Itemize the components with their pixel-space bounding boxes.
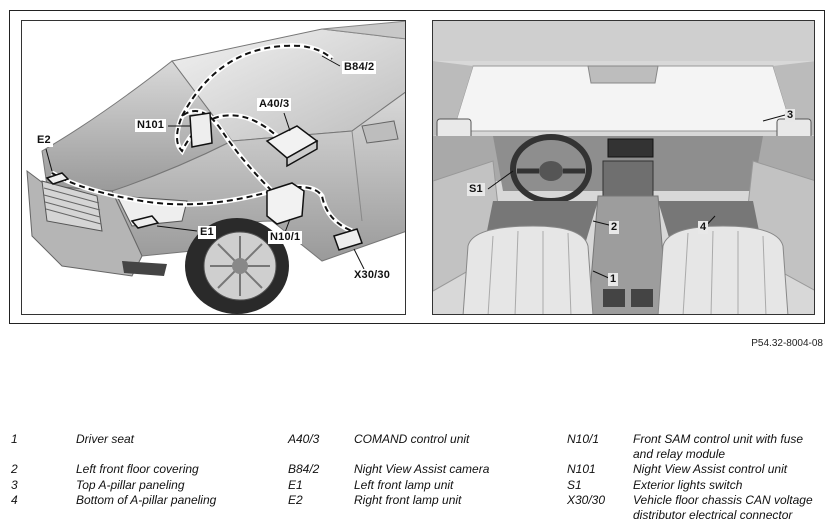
callout-e2: E2: [37, 134, 51, 146]
legend-code: X30/30: [567, 493, 606, 507]
legend-code: 3: [11, 478, 18, 492]
callout-s1: S1: [469, 183, 483, 195]
legend-desc: Vehicle floor chassis CAN voltage: [633, 493, 813, 507]
callout-x30-30: X30/30: [354, 269, 391, 281]
legend-code: B84/2: [288, 462, 320, 476]
legend-code: 4: [11, 493, 18, 507]
legend-desc: Front SAM control unit with fuse: [633, 432, 804, 446]
legend-code: S1: [567, 478, 582, 492]
figure-frame: [9, 10, 825, 324]
legend-code: N101: [567, 462, 596, 476]
exterior-illustration: [21, 20, 406, 315]
legend-code: E1: [288, 478, 303, 492]
callout-n10-1: N10/1: [270, 231, 301, 243]
legend-desc: Night View Assist camera: [354, 462, 490, 476]
legend-desc: Left front lamp unit: [354, 478, 454, 492]
callout-2: 2: [611, 221, 618, 233]
legend-desc: Night View Assist control unit: [633, 462, 788, 476]
callout-4: 4: [700, 221, 707, 233]
legend-desc: Bottom of A-pillar paneling: [76, 493, 217, 507]
callout-3: 3: [787, 109, 794, 121]
interior-drawing: [433, 21, 815, 315]
callout-b84-2: B84/2: [344, 61, 375, 73]
legend-code: 2: [11, 462, 18, 476]
legend-desc: COMAND control unit: [354, 432, 470, 446]
legend-desc: Left front floor covering: [76, 462, 199, 476]
callout-a40-3: A40/3: [259, 98, 290, 110]
legend-desc: Top A-pillar paneling: [76, 478, 185, 492]
callout-e1: E1: [200, 226, 214, 238]
legend-desc-continued: and relay module: [633, 447, 726, 461]
legend-code: N10/1: [567, 432, 600, 446]
legend-code: E2: [288, 493, 303, 507]
figure-reference: P54.32-8004-08: [751, 338, 823, 349]
legend-desc: Exterior lights switch: [633, 478, 743, 492]
legend-desc: Driver seat: [76, 432, 135, 446]
callout-1: 1: [610, 273, 617, 285]
legend-code: 1: [11, 432, 18, 446]
legend-desc-continued: distributor electrical connector: [633, 508, 793, 522]
callout-n101: N101: [137, 119, 165, 131]
interior-photo: [432, 20, 815, 315]
legend-code: A40/3: [288, 432, 320, 446]
legend-desc: Right front lamp unit: [354, 493, 462, 507]
